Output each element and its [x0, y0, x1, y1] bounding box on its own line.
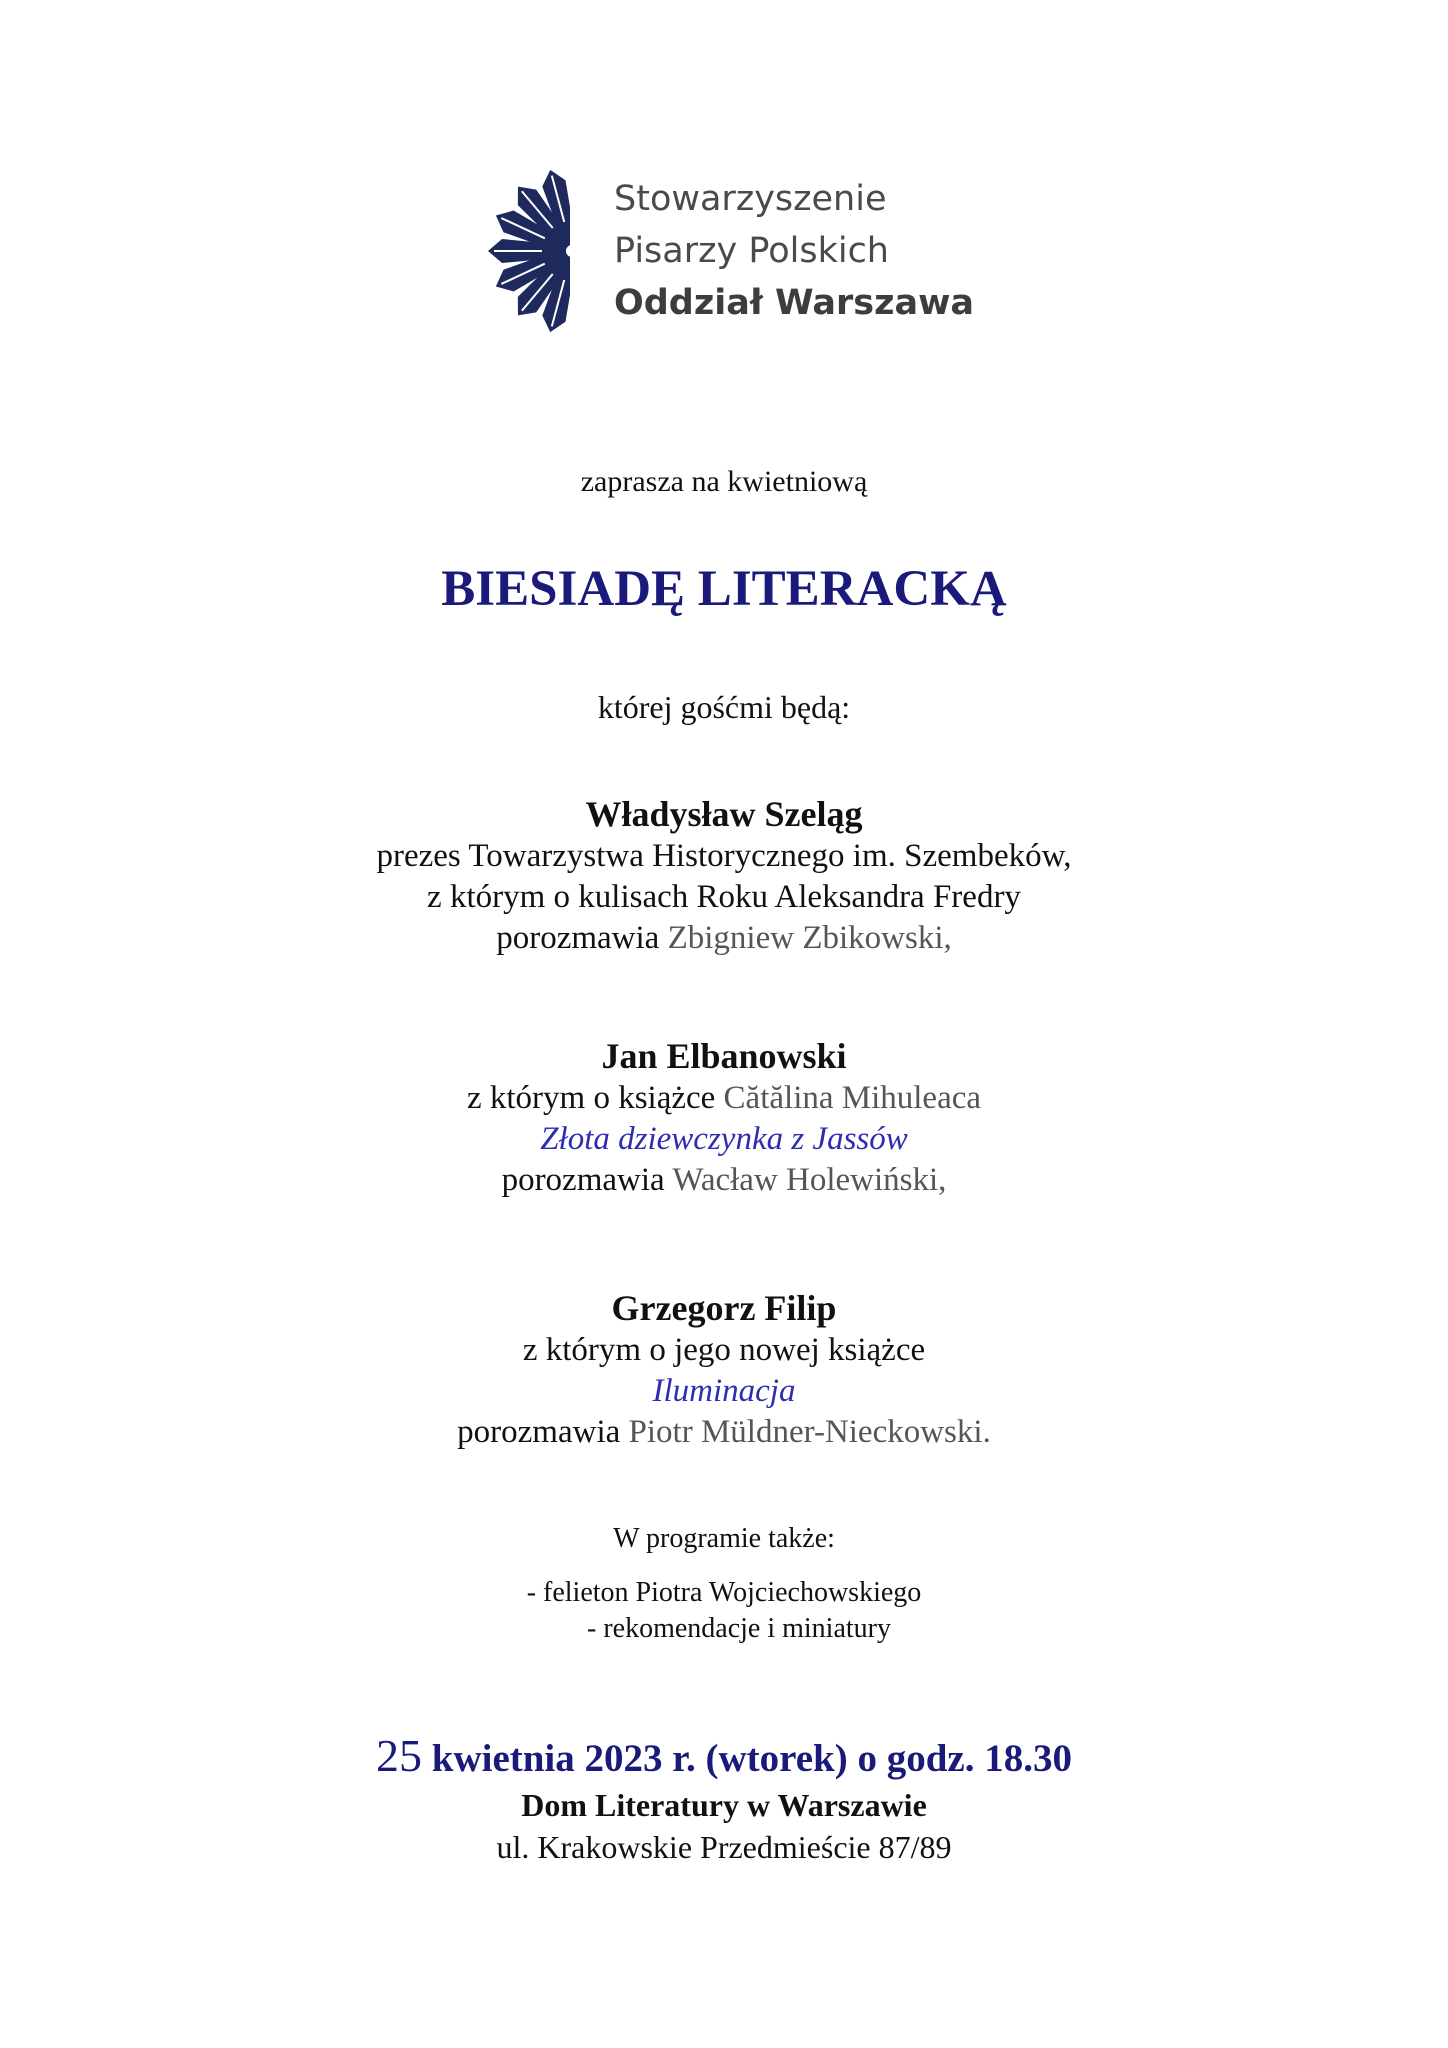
program-title: W programie także:	[613, 1523, 835, 1554]
guest-role: prezes Towarzystwa Historycznego im. Szembeków,	[376, 838, 1072, 874]
organization-line-2: Pisarzy Polskich	[614, 231, 889, 271]
event-date-rest: kwietnia 2023 r. (wtorek) o godz. 18.30	[431, 1737, 1072, 1780]
organization-logo	[486, 165, 1006, 340]
book-title: Złota dziewczynka z Jassów	[540, 1121, 908, 1157]
guest-moderator-line	[0, 1160, 1448, 1201]
guest-item	[0, 1034, 1448, 1201]
topic-prefix: z którym o książce	[466, 1080, 716, 1116]
program-list	[0, 1575, 1448, 1647]
event-title: BIESIADĘ LITERACKĄ	[441, 561, 1007, 617]
guest-moderator-line	[0, 1412, 1448, 1453]
guest-item	[0, 1286, 1448, 1453]
moderator-prefix: porozmawia	[457, 1414, 621, 1450]
organization-line-1: Stowarzyszenie	[614, 179, 887, 219]
moderator-prefix: porozmawia	[496, 920, 660, 956]
guests-intro: której gośćmi będą:	[597, 689, 851, 725]
event-day: 25	[376, 1730, 422, 1781]
book-author: Cătălina Mihuleaca	[723, 1080, 982, 1116]
book-title: Iluminacja	[652, 1373, 796, 1409]
program-item: - felieton Piotra Wojciechowskiego	[526, 1577, 922, 1608]
moderator-name: Zbigniew Zbikowski,	[667, 920, 952, 956]
guest-name: Jan Elbanowski	[601, 1036, 847, 1076]
guest-name: Grzegorz Filip	[611, 1288, 837, 1328]
guest-item	[0, 792, 1448, 959]
moderator-name: Piotr Müldner-Nieckowski.	[628, 1414, 991, 1450]
organization-branch: Oddział Warszawa	[614, 283, 975, 323]
event-address: ul. Krakowskie Przedmieście 87/89	[496, 1829, 952, 1865]
program-item: - rekomendacje i miniatury	[587, 1613, 891, 1644]
intro-text: zaprasza na kwietniową	[580, 465, 868, 498]
organization-name	[614, 173, 974, 329]
moderator-name: Wacław Holewiński,	[672, 1162, 947, 1198]
guest-moderator-line	[0, 918, 1448, 959]
event-venue: Dom Literatury w Warszawie	[521, 1787, 927, 1823]
guest-topic: z którym o kulisach Roku Aleksandra Fredry	[427, 879, 1021, 915]
guest-topic-line	[0, 1078, 1448, 1119]
pen-nibs-fan-icon	[486, 165, 582, 337]
guest-topic: z którym o jego nowej książce	[522, 1332, 926, 1368]
moderator-prefix: porozmawia	[501, 1162, 665, 1198]
guest-name: Władysław Szeląg	[585, 794, 863, 834]
event-date	[0, 1730, 1448, 1785]
